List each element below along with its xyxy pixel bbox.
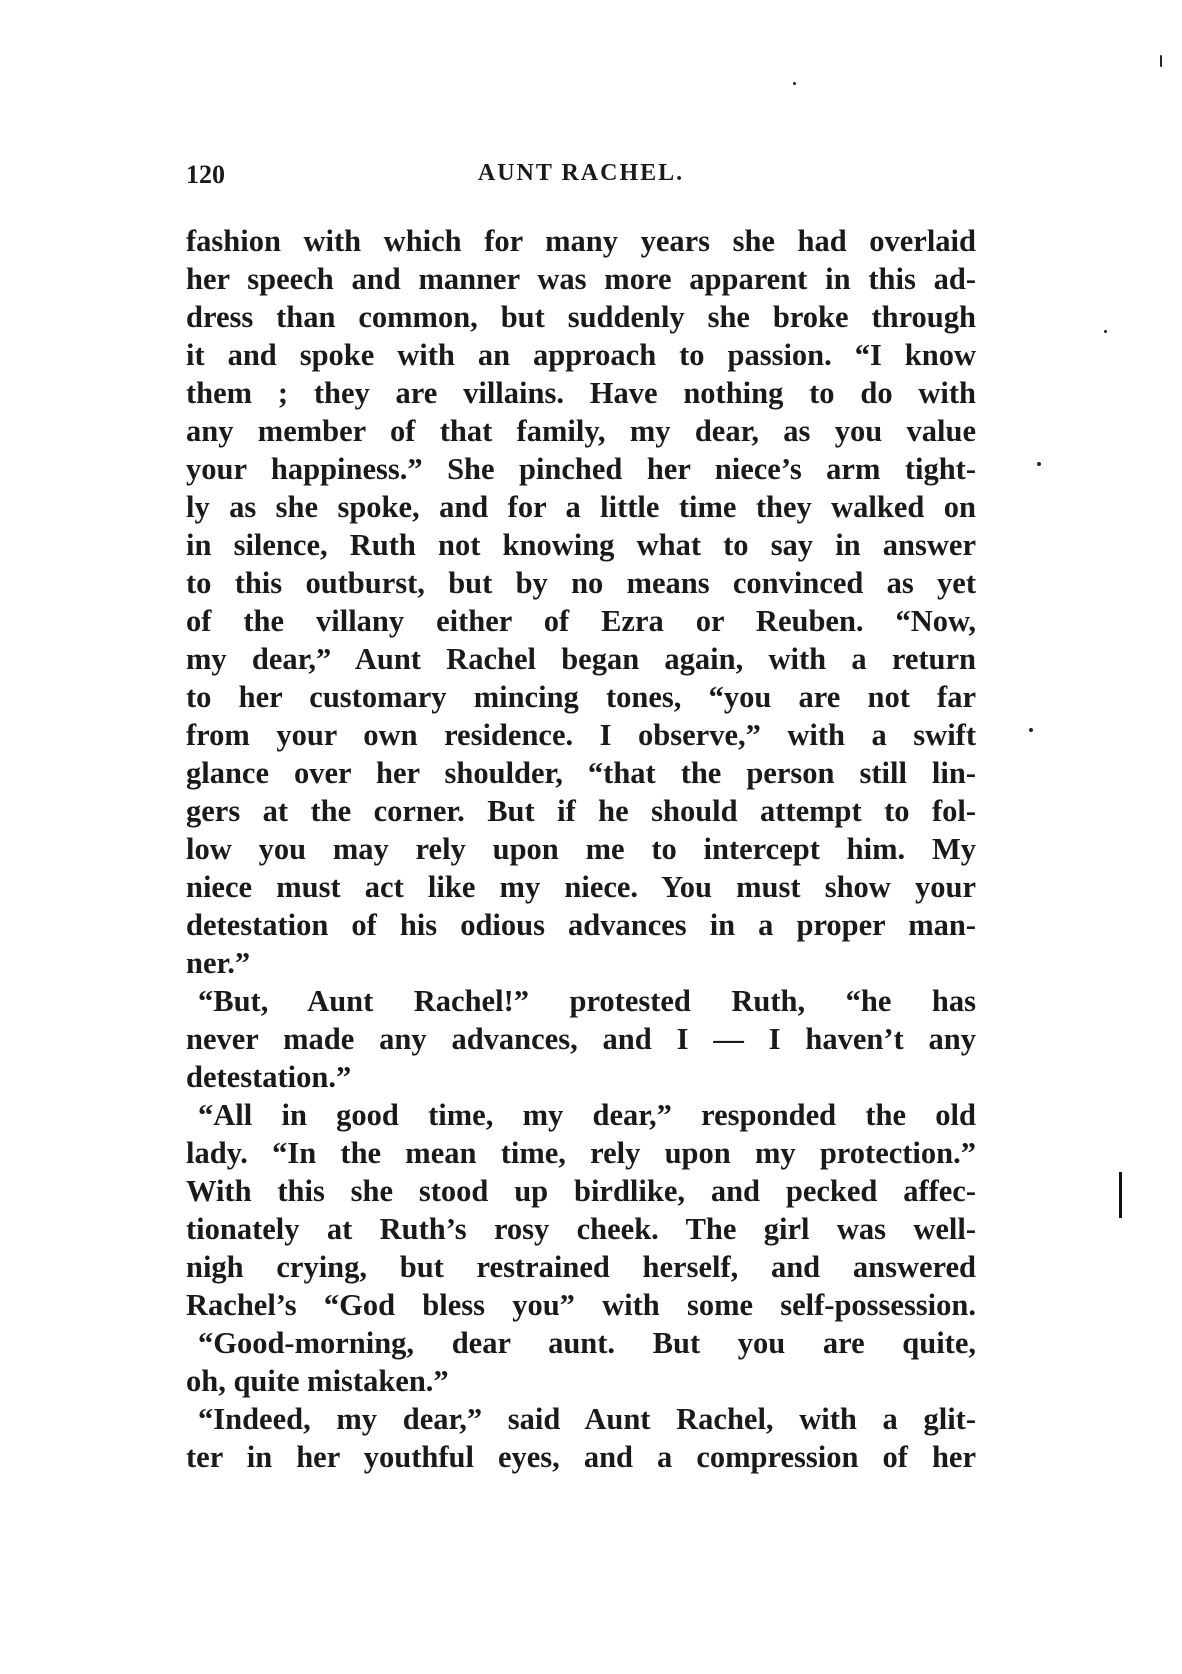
text-line: oh, quite mistaken.”	[186, 1364, 449, 1398]
paragraph	[186, 1400, 976, 1476]
scan-speck	[1104, 330, 1107, 333]
text-line: gers at the corner. But if he should attempt to fol-	[186, 794, 976, 828]
running-title: AUNT RACHEL.	[477, 160, 685, 186]
text-line: from your own residence. I observe,” with a swift	[186, 718, 976, 752]
text-line: in silence, Ruth not knowing what to say in answer	[186, 528, 976, 562]
text-line: “Indeed, my dear,” said Aunt Rachel, with a glit-	[198, 1402, 976, 1436]
text-line: detestation of his odious advances in a proper man-	[186, 908, 976, 942]
text-line: low you may rely upon me to intercept him. My	[186, 832, 976, 866]
text-line: tionately at Ruth’s rosy cheek. The girl was well-	[186, 1212, 976, 1246]
text-line: niece must act like my niece. You must show your	[186, 870, 976, 904]
scan-speck	[1160, 55, 1162, 67]
text-line: fashion with which for many years she had overlaid	[186, 224, 976, 258]
text-line: to this outburst, but by no means convinced as yet	[186, 566, 976, 600]
scan-speck	[1029, 728, 1033, 732]
page-number: 120	[186, 160, 225, 189]
scan-speck	[793, 82, 796, 85]
text-line: lady. “In the mean time, rely upon my protection.”	[186, 1136, 976, 1170]
paragraph	[186, 982, 976, 1096]
text-line: dress than common, but suddenly she broke through	[186, 300, 976, 334]
text-line: glance over her shoulder, “that the person still lin-	[186, 756, 976, 790]
text-line: her speech and manner was more apparent in this ad-	[186, 262, 976, 296]
text-line: ner.”	[186, 946, 251, 980]
text-line: ter in her youthful eyes, and a compression of her	[186, 1440, 976, 1474]
scan-edge-mark	[1119, 1172, 1122, 1218]
text-line: ly as she spoke, and for a little time they walked on	[186, 490, 976, 524]
text-line: “But, Aunt Rachel!” protested Ruth, “he has	[198, 984, 976, 1018]
text-line: them ; they are villains. Have nothing to do with	[186, 376, 976, 410]
text-line: my dear,” Aunt Rachel began again, with a return	[186, 642, 976, 676]
text-line: any member of that family, my dear, as you value	[186, 414, 976, 448]
page-header	[186, 160, 976, 200]
text-line: “All in good time, my dear,” responded the old	[198, 1098, 976, 1132]
text-line: it and spoke with an approach to passion. “I know	[186, 338, 976, 372]
paragraph	[186, 1096, 976, 1324]
scan-speck	[1037, 462, 1041, 466]
text-line: Rachel’s “God bless you” with some self-possession.	[186, 1288, 976, 1322]
paragraph	[186, 222, 976, 982]
text-line: detestation.”	[186, 1060, 352, 1094]
text-line: With this she stood up birdlike, and pecked affec-	[186, 1174, 976, 1208]
text-line: to her customary mincing tones, “you are not far	[186, 680, 976, 714]
text-line: “Good-morning, dear aunt. But you are quite,	[198, 1326, 976, 1360]
text-line: of the villany either of Ezra or Reuben. “Now,	[186, 604, 976, 638]
text-line: your happiness.” She pinched her niece’s arm tight-	[186, 452, 976, 486]
page-body	[186, 222, 976, 1476]
paragraph	[186, 1324, 976, 1400]
text-line: never made any advances, and I — I haven’t any	[186, 1022, 976, 1056]
text-line: nigh crying, but restrained herself, and answered	[186, 1250, 976, 1284]
